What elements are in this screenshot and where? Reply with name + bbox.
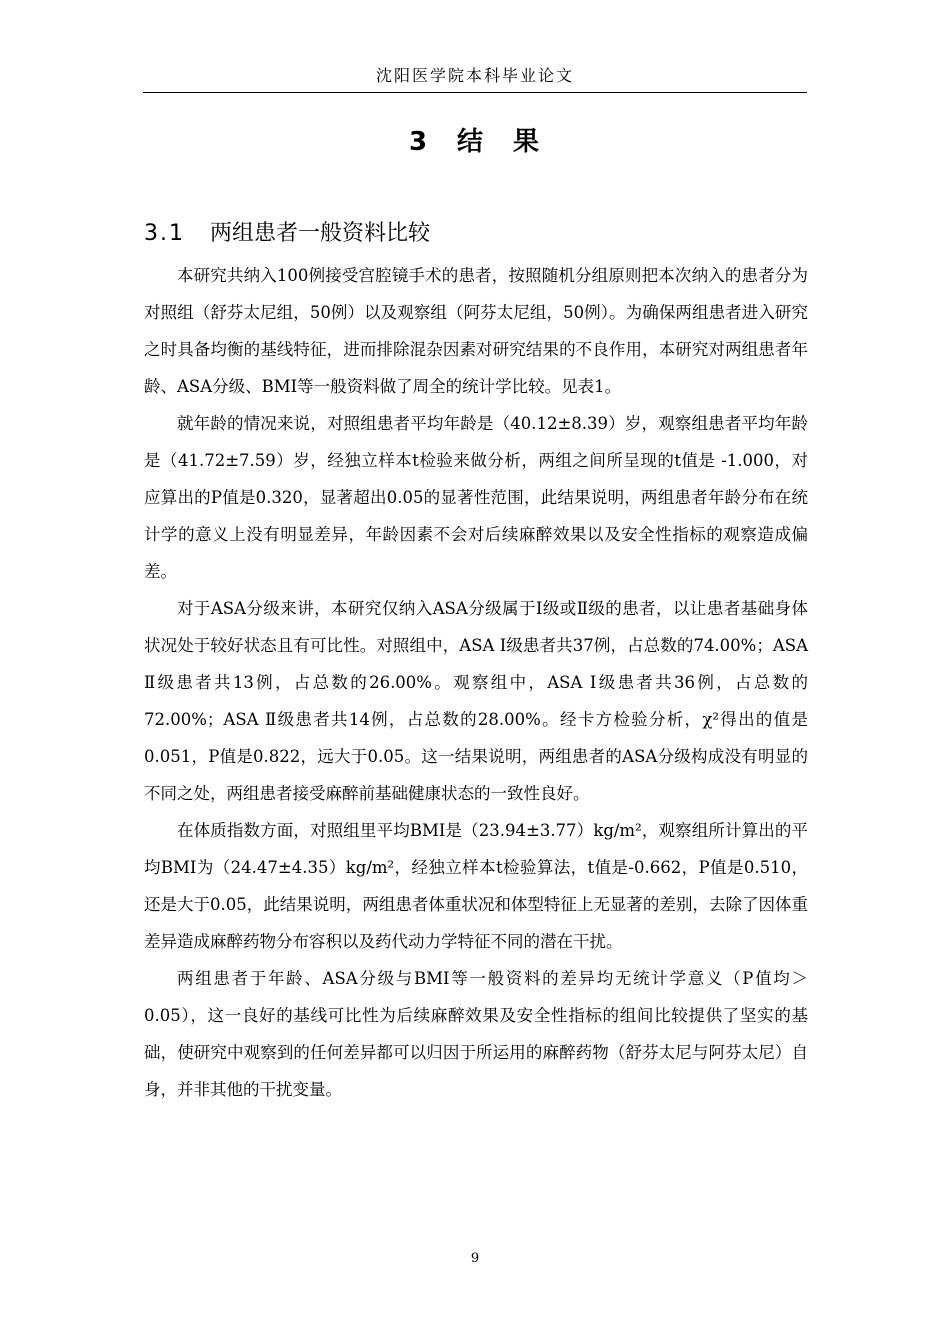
- chapter-number: 3: [408, 127, 430, 157]
- paragraph-3: 对于ASA分级来讲，本研究仅纳入ASA分级属于Ⅰ级或Ⅱ级的患者，以让患者基础身体状况处于较好状态且有可比性。对照组中，ASA Ⅰ级患者共37例，占总数的74.00%；ASA Ⅱ级患者共13例，占总数的26.00%。观察组中，ASA Ⅰ级患者共36例，占总数的72.00%；ASA Ⅱ级患者共14例，占总数的28.00%。经卡方检验分析，χ²得出的值是0.051，P值是0.822，远大于0.05。这一结果说明，两组患者的ASA分级构成没有明显的不同之处，两组患者接受麻醉前基础健康状态的一致性良好。: [144, 599, 808, 803]
- page-number: 9: [470, 1251, 480, 1266]
- section-number: 3.1: [144, 221, 185, 246]
- chapter-title-char-2: 果: [513, 127, 542, 157]
- header-text: 沈阳医学院本科毕业论文: [375, 66, 574, 85]
- chapter-title: [143, 122, 807, 162]
- chapter-title-char-1: 结: [457, 127, 486, 157]
- paragraph-2: 就年龄的情况来说，对照组患者平均年龄是（40.12±8.39）岁，观察组患者平均年龄是（41.72±7.59）岁，经独立样本t检验来做分析，两组之间所呈现的t值是 -1.000，对应算出的P值是0.320，显著超出0.05的显著性范围，此结果说明，两组患者年龄分布在统计学的意义上没有明显差异，年龄因素不会对后续麻醉效果以及安全性指标的观察造成偏差。: [144, 414, 808, 581]
- paragraph-1: 本研究共纳入100例接受宫腔镜手术的患者，按照随机分组原则把本次纳入的患者分为对照组（舒芬太尼组，50例）以及观察组（阿芬太尼组，50例）。为确保两组患者进入研究之时具备均衡的基线特征，进而排除混杂因素对研究结果的不良作用，本研究对两组患者年龄、ASA分级、BMI等一般资料做了周全的统计学比较。见表1。: [144, 266, 808, 396]
- section-heading: [144, 218, 430, 250]
- section-title: 两组患者一般资料比较: [210, 221, 431, 246]
- body-text: [144, 257, 808, 1108]
- paragraph-4: 在体质指数方面，对照组里平均BMI是（23.94±3.77）kg/m²，观察组所计算出的平均BMI为（24.47±4.35）kg/m²，经独立样本t检验算法，t值是-0.662，P值是0.510，还是大于0.05，此结果说明，两组患者体重状况和体型特征上无显著的差别，去除了因体重差异造成麻醉药物分布容积以及药代动力学特征不同的潜在干扰。: [144, 821, 808, 951]
- paragraph-5: 两组患者于年龄、ASA分级与BMI等一般资料的差异均无统计学意义（P值均＞0.05），这一良好的基线可比性为后续麻醉效果及安全性指标的组间比较提供了坚实的基础，使研究中观察到的任何差异都可以归因于所运用的麻醉药物（舒芬太尼与阿芬太尼）自身，并非其他的干扰变量。: [144, 969, 808, 1099]
- page-header: [143, 66, 807, 93]
